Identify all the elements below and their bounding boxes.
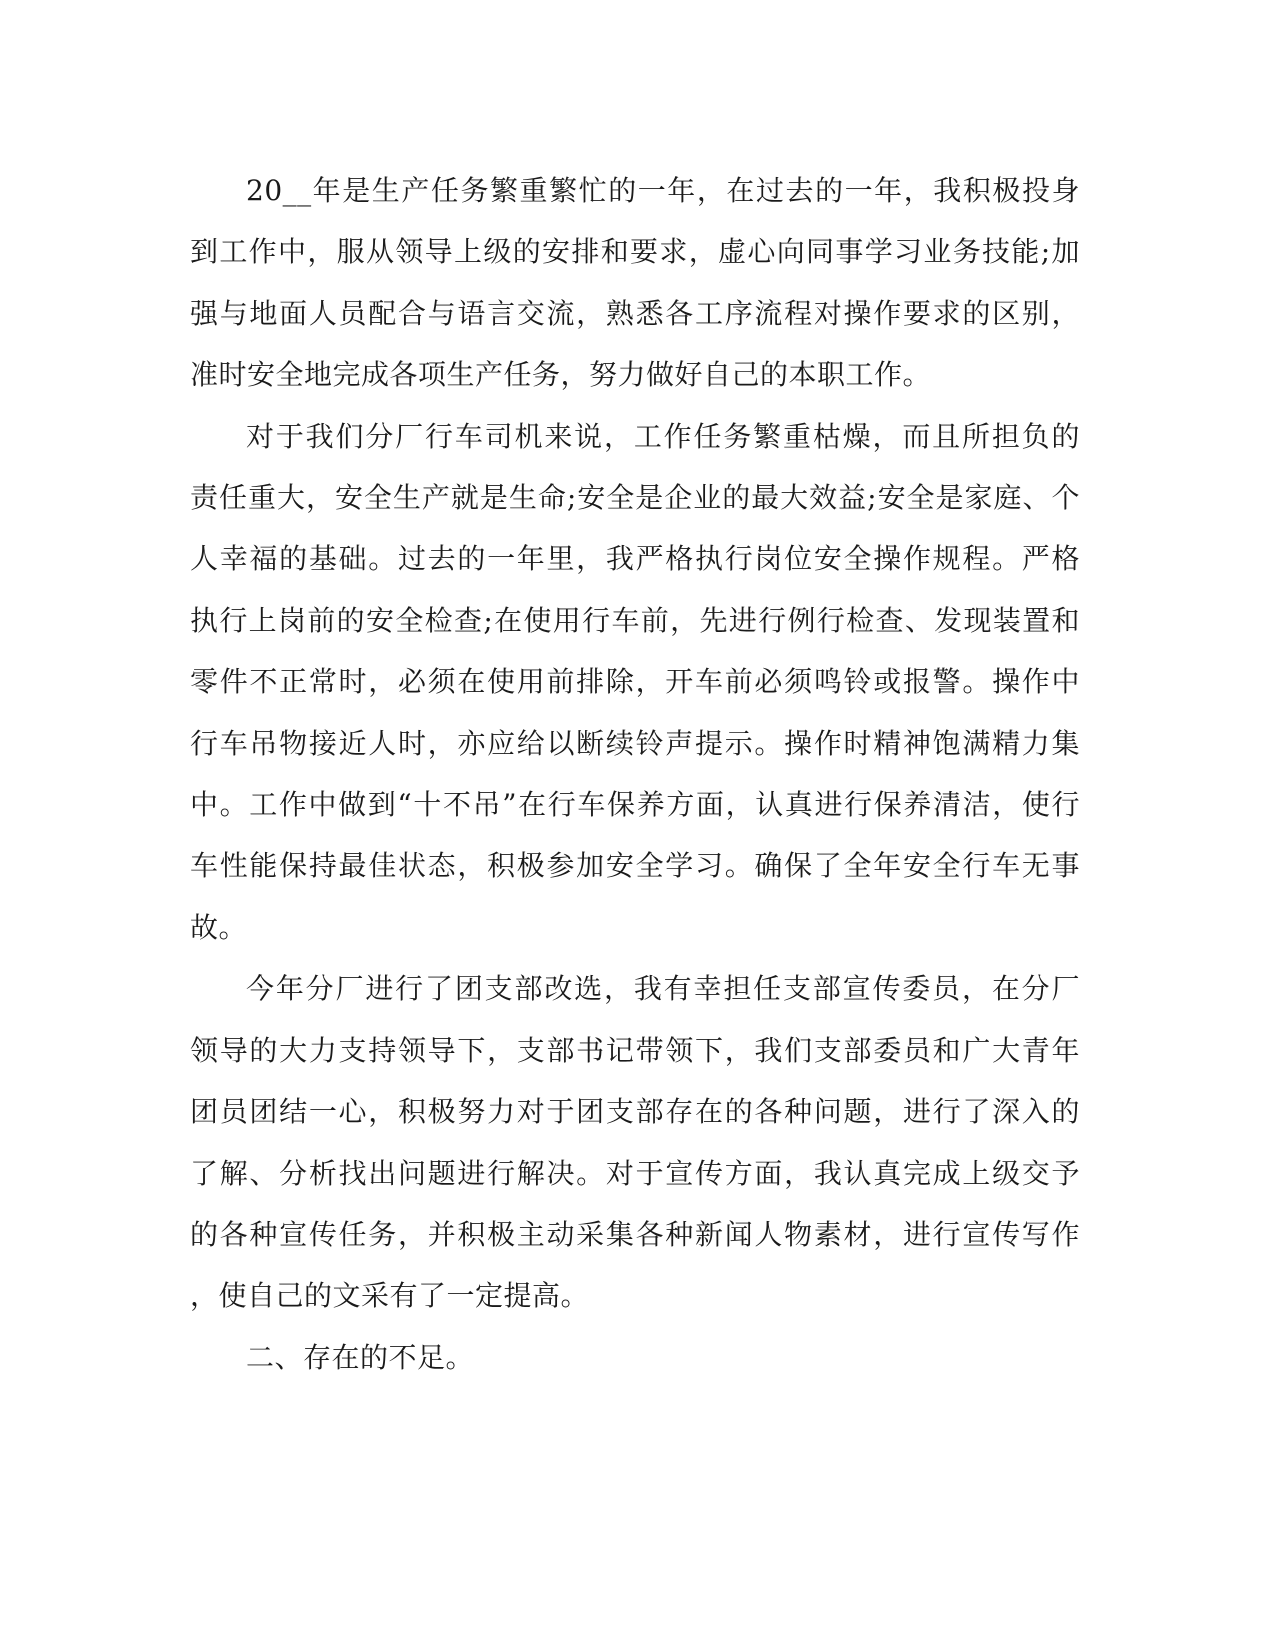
text-line: 车性能保持最佳状态，积极参加安全学习。确保了全年安全行车无事 (190, 849, 1080, 883)
text-line: 中。工作中做到“十不吊”在行车保养方面，认真进行保养清洁，使行 (190, 788, 1080, 822)
text-line: 的各种宣传任务，并积极主动采集各种新闻人物素材，进行宣传写作 (190, 1217, 1080, 1251)
paragraph-1 (190, 160, 1080, 406)
text-line: 对于我们分厂行车司机来说，工作任务繁重枯燥，而且所担负的 (246, 419, 1080, 453)
text-line: 准时安全地完成各项生产任务，努力做好自己的本职工作。 (190, 358, 932, 392)
paragraph-3 (190, 958, 1080, 1326)
paragraph-2 (190, 406, 1080, 959)
text-line: 团员团结一心，积极努力对于团支部存在的各种问题，进行了深入的 (190, 1095, 1080, 1129)
text-line: ，使自己的文采有了一定提高。 (190, 1279, 590, 1313)
text-line: 强与地面人员配合与语言交流，熟悉各工序流程对操作要求的区别， (190, 296, 1080, 330)
section-heading: 二、存在的不足。 (246, 1340, 475, 1374)
text-line: 今年分厂进行了团支部改选，我有幸担任支部宣传委员，在分厂 (246, 972, 1080, 1006)
text-line: 责任重大，安全生产就是生命;安全是企业的最大效益;安全是家庭、个 (190, 481, 1080, 515)
text-line: 到工作中，服从领导上级的安排和要求，虚心向同事学习业务技能;加 (190, 235, 1080, 269)
text-line: 零件不正常时，必须在使用前排除，开车前必须鸣铃或报警。操作中 (190, 665, 1080, 699)
text-line: 领导的大力支持领导下，支部书记带领下，我们支部委员和广大青年 (190, 1033, 1080, 1067)
text-line: 行车吊物接近人时，亦应给以断续铃声提示。操作时精神饱满精力集 (190, 726, 1080, 760)
text-line: 执行上岗前的安全检查;在使用行车前，先进行例行检查、发现装置和 (190, 603, 1080, 637)
text-line: 人幸福的基础。过去的一年里，我严格执行岗位安全操作规程。严格 (190, 542, 1080, 576)
text-line: 故。 (190, 910, 248, 944)
text-line: 20__年是生产任务繁重繁忙的一年，在过去的一年，我积极投身 (246, 174, 1080, 207)
paragraph-4 (190, 1327, 1080, 1388)
document-body (190, 160, 1080, 1388)
text-line: 了解、分析找出问题进行解决。对于宣传方面，我认真完成上级交予 (190, 1156, 1080, 1190)
